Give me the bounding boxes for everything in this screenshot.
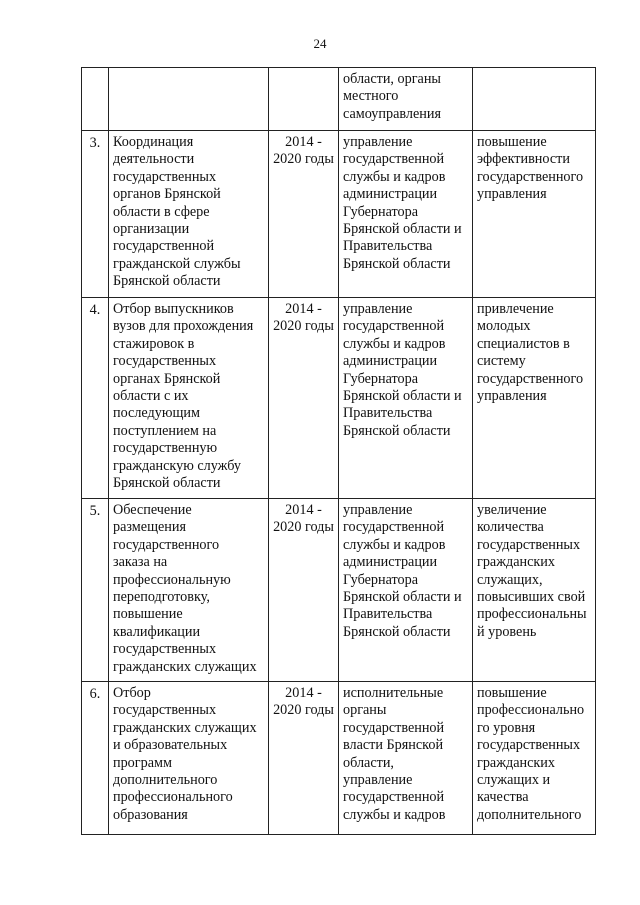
- activity-cell: Отбор выпускников вузов для прохождения стажировок в государственных органах Брянской области с их последующим поступлением на государственную гражданскую службу Брянской области: [109, 298, 269, 499]
- result-cell: [473, 68, 596, 131]
- period-cell: 2014 - 2020 годы: [269, 682, 339, 835]
- responsible-cell: управление государственной службы и кадров администрации Губернатора Брянской области и Правительства Брянской области: [339, 499, 473, 682]
- program-measures-table: [81, 67, 596, 835]
- page-number: 24: [313, 36, 327, 51]
- responsible-cell: исполнительные органы государственной власти Брянской области, управление государственной службы и кадров: [339, 682, 473, 835]
- responsible-cell: управление государственной службы и кадров администрации Губернатора Брянской области и Правительства Брянской области: [339, 298, 473, 499]
- period-cell: 2014 - 2020 годы: [269, 298, 339, 499]
- row-number-cell: [82, 68, 109, 131]
- row-number-cell: 4.: [82, 298, 109, 499]
- responsible-cell: области, органы местного самоуправления: [339, 68, 473, 131]
- table-row: [82, 68, 596, 131]
- row-number-cell: 6.: [82, 682, 109, 835]
- table-row: [82, 682, 596, 835]
- result-cell: повышение профессионально го уровня государственных гражданских служащих и качества дополнительного: [473, 682, 596, 835]
- activity-cell: Обеспечение размещения государственного заказа на профессиональную переподготовку, повышение квалификации государственных гражданских служащих: [109, 499, 269, 682]
- table-row: [82, 499, 596, 682]
- activity-cell: Отбор государственных гражданских служащих и образовательных программ дополнительного профессионального образования: [109, 682, 269, 835]
- result-cell: увеличение количества государственных гражданских служащих, повысивших свой профессиональны й уровень: [473, 499, 596, 682]
- table-row: [82, 298, 596, 499]
- result-cell: привлечение молодых специалистов в систему государственного управления: [473, 298, 596, 499]
- activity-cell: Координация деятельности государственных органов Брянской области в сфере организации государственной гражданской службы Брянской области: [109, 131, 269, 298]
- result-cell: повышение эффективности государственного управления: [473, 131, 596, 298]
- period-cell: [269, 68, 339, 131]
- row-number-cell: 3.: [82, 131, 109, 298]
- period-cell: 2014 - 2020 годы: [269, 499, 339, 682]
- row-number-cell: 5.: [82, 499, 109, 682]
- responsible-cell: управление государственной службы и кадров администрации Губернатора Брянской области и Правительства Брянской области: [339, 131, 473, 298]
- period-cell: 2014 - 2020 годы: [269, 131, 339, 298]
- table-row: [82, 131, 596, 298]
- activity-cell: [109, 68, 269, 131]
